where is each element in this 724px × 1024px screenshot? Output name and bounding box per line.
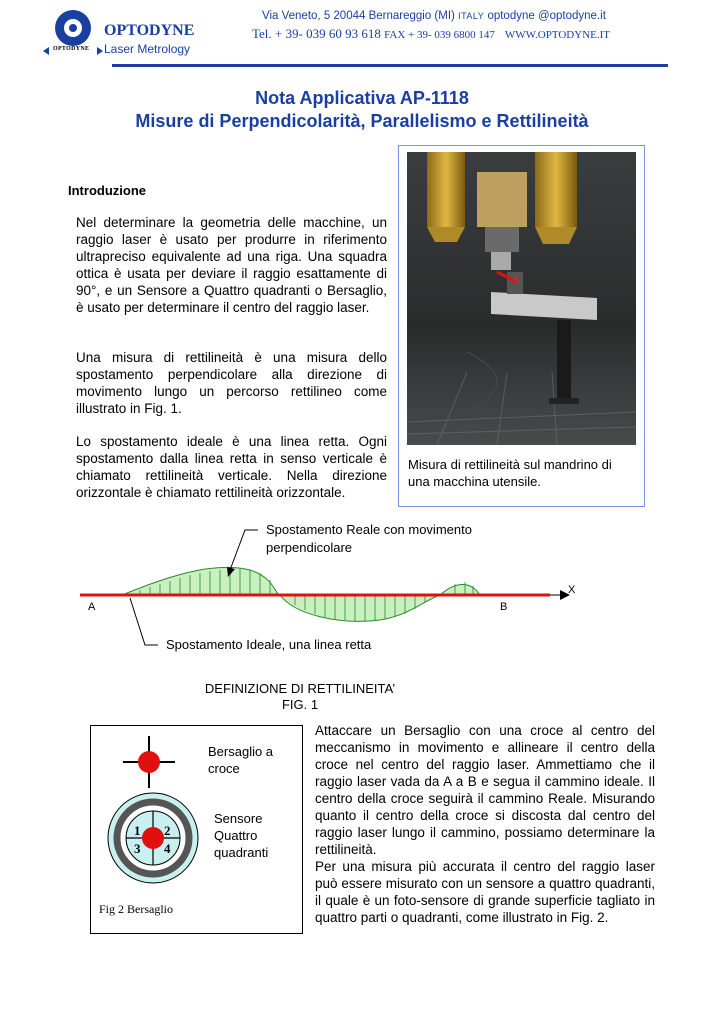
- contact-line: [252, 26, 610, 42]
- quadrant-3-label: 3: [134, 841, 141, 856]
- header-divider: [112, 64, 668, 67]
- fig1-caption-number: FIG. 1: [281, 697, 319, 712]
- axis-x-label: X: [568, 584, 576, 596]
- brand-subtitle: Laser Metrology: [104, 42, 191, 56]
- photo-marker-label: 1: [514, 274, 520, 284]
- arrow-right-icon: [97, 47, 103, 55]
- target-label-line-1: Bersaglio a: [208, 744, 274, 759]
- body-paragraph: Attaccare un Bersaglio con una croce al centro del meccanismo in movimento e allineare il centro della croce nel centro del raggio laser. Ammettiamo che il raggio laser vada da A a B e segua il cammino ideale. Il centro della croce seguirà il cammino Reale. Misurando quanto il centro della croce si discosta dal centro del raggio laser lungo il cammino, possiamo determinare la rettilineità. Per una misura più accurata il centro del raggio laser può essere misurato con un sensore a quattro quadranti, il quale è un foto-sensore di grande superficie tagliato in quattro parti o quadranti, come illustrato in Fig. 2.: [315, 723, 655, 925]
- document-title: Nota Applicativa AP-1118: [255, 88, 469, 108]
- website-link[interactable]: WWW.OPTODYNE.IT: [504, 29, 610, 41]
- machine-photo: [407, 152, 636, 445]
- sensor-label-line-1: Sensore: [214, 811, 263, 826]
- target-label-line-2: croce: [208, 761, 240, 776]
- intro-paragraph-2: Una misura di rettilineità è una misura dello spostamento perpendicolare alla direzione di movimento lungo un percorso rettilineo come illustrato in Fig. 1.: [76, 350, 387, 416]
- real-displacement-label-2: perpendicolare: [266, 540, 353, 555]
- telephone: Tel. + 39- 039 60 93 618: [252, 26, 385, 41]
- photo-figure: [398, 145, 645, 507]
- logo-text: OPTODYNE: [53, 46, 90, 52]
- logo-bar: [43, 45, 111, 57]
- straightness-diagram: [70, 520, 690, 660]
- address: Via Veneto, 5 20044 Bernareggio (MI): [262, 10, 459, 22]
- country: ITALY: [458, 11, 485, 21]
- fig2-caption: Fig 2 Bersaglio: [99, 902, 173, 916]
- ideal-displacement-label: Spostamento Ideale, una linea retta: [166, 637, 372, 652]
- sensor-label-line-2: Quattro: [214, 828, 258, 843]
- intro-paragraph-3: Lo spostamento ideale è una linea retta. Ogni spostamento dalla linea retta in senso verticale è chiamato rettilineità verticale. Nella direzione orizzontale è chiamato rettilineità orizzontale.: [76, 434, 387, 500]
- quadrant-2-label: 2: [164, 823, 171, 838]
- document-subtitle: Misure di Perpendicolarità, Parallelismo e Rettilineità: [135, 111, 589, 131]
- target-figure: [90, 725, 303, 934]
- sensor-label-line-3: quadranti: [214, 845, 269, 860]
- section-heading: Introduzione: [68, 183, 146, 198]
- optodyne-logo-icon: [55, 10, 91, 46]
- quadrant-1-label: 1: [134, 823, 141, 838]
- fax: FAX + 39- 039 6800 147: [384, 29, 495, 41]
- intro-paragraph-1: Nel determinare la geometria delle macchine, un raggio laser è usato per produrre in riferimento ultrapreciso equivalente ad una riga. Una squadra ottica è usata per deviare il raggio esattamente di 90°, e un Sensore a Quattro quadranti o Bersaglio, è usato per determinare il centro del raggio laser.: [76, 215, 387, 315]
- arrow-left-icon: [43, 47, 49, 55]
- fig1-caption-title: DEFINIZIONE DI RETTILINEITA’: [204, 681, 396, 696]
- quadrant-4-label: 4: [164, 841, 171, 856]
- target-label: [208, 743, 273, 777]
- photo-caption: Misura di rettilineità sul mandrino di una macchina utensile.: [408, 457, 612, 489]
- point-b-label: B: [500, 601, 508, 613]
- email: optodyne @optodyne.it: [484, 10, 606, 22]
- real-displacement-label-1: Spostamento Reale con movimento: [266, 522, 472, 537]
- sensor-label: [214, 810, 268, 861]
- point-a-label: A: [88, 601, 96, 613]
- address-line: [262, 10, 606, 22]
- brand-name: OPTODYNE: [104, 22, 195, 39]
